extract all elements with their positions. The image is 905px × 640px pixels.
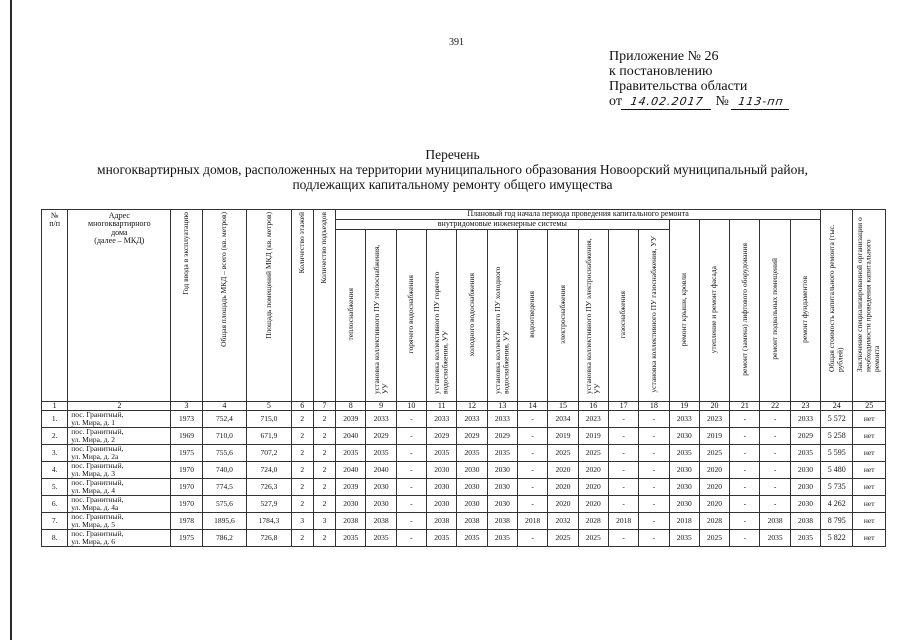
col-number: 25 bbox=[853, 402, 886, 411]
address-line-2: ул. Мира, д. 2 bbox=[71, 435, 116, 445]
table-cell: 2 bbox=[291, 428, 313, 445]
table-row bbox=[42, 496, 886, 513]
table-cell: 2 bbox=[313, 411, 335, 428]
table-cell: 1895,6 bbox=[202, 513, 246, 530]
cost-cell: 5 572 bbox=[821, 411, 853, 428]
conclusion-cell: нет bbox=[853, 496, 886, 513]
title-line-2: многоквартирных домов, расположенных на территории муниципального образования Новоорский муниципальный район, bbox=[97, 162, 808, 177]
conclusion-cell: нет bbox=[853, 445, 886, 462]
row-number: 6. bbox=[42, 496, 68, 513]
table-cell: - bbox=[608, 479, 638, 496]
table-cell: 2034 bbox=[548, 411, 578, 428]
table-cell: 2040 bbox=[336, 428, 366, 445]
table-cell: - bbox=[608, 496, 638, 513]
address-line-2: ул. Мира, д. 6 bbox=[71, 537, 116, 547]
table-cell: 2 bbox=[313, 462, 335, 479]
table-cell: - bbox=[760, 496, 790, 513]
handwritten-number: 113-пп bbox=[731, 94, 791, 110]
table-cell: 726,3 bbox=[247, 479, 291, 496]
address-cell bbox=[68, 530, 171, 547]
table-cell: 2035 bbox=[336, 445, 366, 462]
table-cell: 2029 bbox=[457, 428, 487, 445]
table-cell: 2039 bbox=[336, 411, 366, 428]
address-line-1: пос. Гранитный, bbox=[71, 410, 124, 420]
page-number: 391 bbox=[449, 37, 464, 48]
address-line-1: пос. Гранитный, bbox=[71, 427, 124, 437]
table-cell: 2018 bbox=[608, 513, 638, 530]
col-number: 14 bbox=[517, 402, 547, 411]
row-number: 5. bbox=[42, 479, 68, 496]
table-cell: 2020 bbox=[578, 479, 608, 496]
table-cell: - bbox=[517, 496, 547, 513]
table-cell: 2035 bbox=[336, 530, 366, 547]
address-line-1: пос. Гранитный, bbox=[71, 495, 124, 505]
address-line-2: ул. Мира, д. 4а bbox=[71, 503, 119, 513]
col-number: 6 bbox=[291, 402, 313, 411]
conclusion-cell: нет bbox=[853, 411, 886, 428]
header-entrances: Количество подъездов bbox=[313, 210, 335, 402]
row-number: 2. bbox=[42, 428, 68, 445]
table-cell: - bbox=[639, 479, 669, 496]
col-number: 11 bbox=[427, 402, 457, 411]
conclusion-cell: нет bbox=[853, 530, 886, 547]
address-cell bbox=[68, 411, 171, 428]
cost-cell: 5 822 bbox=[821, 530, 853, 547]
table-cell: 2040 bbox=[336, 462, 366, 479]
table-cell: 2023 bbox=[699, 411, 729, 428]
table-cell: - bbox=[396, 411, 426, 428]
table-cell: - bbox=[639, 428, 669, 445]
table-cell: - bbox=[396, 513, 426, 530]
header-address: Адрес многоквартирного дома (далее – МКД) bbox=[68, 210, 171, 402]
table-cell: - bbox=[639, 445, 669, 462]
address-cell bbox=[68, 513, 171, 530]
col-number: 23 bbox=[790, 402, 820, 411]
conclusion-cell: нет bbox=[853, 428, 886, 445]
col-number: 5 bbox=[247, 402, 291, 411]
table-cell: - bbox=[517, 428, 547, 445]
table-cell: 2038 bbox=[366, 513, 396, 530]
address-cell bbox=[68, 496, 171, 513]
header-sewer: водоотведения bbox=[517, 230, 547, 402]
cost-cell: 5 735 bbox=[821, 479, 853, 496]
table-cell: 2035 bbox=[669, 530, 699, 547]
table-cell: - bbox=[760, 479, 790, 496]
table-cell: - bbox=[730, 411, 760, 428]
table-row bbox=[42, 513, 886, 530]
table-cell: - bbox=[517, 445, 547, 462]
table-cell: 740,0 bbox=[202, 462, 246, 479]
table-cell: - bbox=[396, 530, 426, 547]
table-row bbox=[42, 445, 886, 462]
table-cell: 2020 bbox=[578, 462, 608, 479]
buildings-table bbox=[41, 209, 886, 547]
table-cell: 2038 bbox=[487, 513, 517, 530]
address-line-1: пос. Гранитный, bbox=[71, 512, 124, 522]
table-cell: 2035 bbox=[760, 530, 790, 547]
table-cell: 2025 bbox=[548, 530, 578, 547]
appendix-line-3: Правительства области bbox=[609, 79, 748, 94]
table-cell: 2025 bbox=[699, 445, 729, 462]
address-line-1: пос. Гранитный, bbox=[71, 529, 124, 539]
table-cell: 2032 bbox=[548, 513, 578, 530]
table-cell: 710,0 bbox=[202, 428, 246, 445]
table-cell: 2035 bbox=[427, 445, 457, 462]
table-cell: 2030 bbox=[427, 462, 457, 479]
address-cell bbox=[68, 428, 171, 445]
table-cell: - bbox=[608, 411, 638, 428]
table-cell: 2028 bbox=[578, 513, 608, 530]
table-cell: 2040 bbox=[366, 462, 396, 479]
header-plan-group: Плановый год начала периода проведения капитального ремонта bbox=[336, 210, 821, 220]
table-body bbox=[42, 411, 886, 547]
table-cell: - bbox=[396, 428, 426, 445]
header-premises-area: Площадь помещений МКД (кв. метров) bbox=[247, 210, 291, 402]
table-cell: 724,0 bbox=[247, 462, 291, 479]
address-line-2: ул. Мира, д. 4 bbox=[71, 486, 116, 496]
table-cell: - bbox=[730, 462, 760, 479]
col-number: 1 bbox=[42, 402, 68, 411]
table-cell: - bbox=[396, 462, 426, 479]
table-cell: 2030 bbox=[487, 462, 517, 479]
header-heat-meter: установка коллективного ПУ теплоснабжения, УУ bbox=[366, 230, 396, 402]
table-cell: 2020 bbox=[699, 479, 729, 496]
table-cell: 2 bbox=[313, 445, 335, 462]
appendix-block bbox=[609, 49, 790, 110]
table-cell: 2033 bbox=[790, 411, 820, 428]
col-number: 16 bbox=[578, 402, 608, 411]
header-num: № п/п bbox=[42, 210, 68, 402]
header-systems-group: внутридомовые инженерные системы bbox=[336, 220, 669, 230]
table-cell: - bbox=[760, 411, 790, 428]
table-row bbox=[42, 428, 886, 445]
table-cell: 2035 bbox=[487, 445, 517, 462]
col-number: 12 bbox=[457, 402, 487, 411]
header-foundation: ремонт фундаментов bbox=[790, 220, 820, 402]
address-line-2: ул. Мира, д. 1 bbox=[71, 418, 116, 428]
col-number: 9 bbox=[366, 402, 396, 411]
table-cell: 2033 bbox=[427, 411, 457, 428]
table-cell: - bbox=[639, 462, 669, 479]
table-cell: 2030 bbox=[669, 462, 699, 479]
header-year: Год ввода в эксплуатацию bbox=[171, 210, 202, 402]
table-cell: 2038 bbox=[336, 513, 366, 530]
table-cell: 2033 bbox=[669, 411, 699, 428]
col-number: 8 bbox=[336, 402, 366, 411]
header-total-area: Общая площадь МКД – всего (кв. метров) bbox=[202, 210, 246, 402]
table-cell: 2018 bbox=[517, 513, 547, 530]
table-cell: - bbox=[396, 479, 426, 496]
header-hot-water-meter: установка коллективного ПУ горячего водоснабжения, УУ bbox=[427, 230, 457, 402]
table-cell: 1784,3 bbox=[247, 513, 291, 530]
table-cell: - bbox=[639, 530, 669, 547]
table-cell: 2039 bbox=[336, 479, 366, 496]
table-cell: 2025 bbox=[699, 530, 729, 547]
table-cell: 527,9 bbox=[247, 496, 291, 513]
appendix-date-line bbox=[609, 94, 790, 110]
table-row bbox=[42, 411, 886, 428]
cost-cell: 5 480 bbox=[821, 462, 853, 479]
table-cell: - bbox=[396, 445, 426, 462]
table-cell: 2035 bbox=[457, 530, 487, 547]
table-cell: 2029 bbox=[366, 428, 396, 445]
table-cell: 2033 bbox=[487, 411, 517, 428]
address-line-2: ул. Мира, д. 2а bbox=[71, 452, 119, 462]
table-cell: - bbox=[730, 428, 760, 445]
table-cell: 2030 bbox=[457, 496, 487, 513]
table-cell: 2038 bbox=[427, 513, 457, 530]
table-cell: 2025 bbox=[578, 445, 608, 462]
table-cell: 726,8 bbox=[247, 530, 291, 547]
header-electric: электроснабжения bbox=[548, 230, 578, 402]
table-cell: 2035 bbox=[790, 445, 820, 462]
table-cell: - bbox=[608, 428, 638, 445]
title-line-1: Перечень bbox=[425, 147, 480, 162]
table-cell: 2030 bbox=[487, 479, 517, 496]
table-cell: 2020 bbox=[699, 462, 729, 479]
col-number: 21 bbox=[730, 402, 760, 411]
column-numbers-row bbox=[42, 402, 886, 411]
col-number: 4 bbox=[202, 402, 246, 411]
table-cell: - bbox=[730, 479, 760, 496]
cost-cell: 8 795 bbox=[821, 513, 853, 530]
table-cell: 2035 bbox=[366, 445, 396, 462]
date-prefix: от bbox=[609, 94, 622, 109]
table-cell: 2030 bbox=[366, 496, 396, 513]
table-cell: 774,5 bbox=[202, 479, 246, 496]
table-cell: 2030 bbox=[366, 479, 396, 496]
header-cost: Общая стоимость капитального ремонта (тыс. рублей) bbox=[821, 210, 853, 402]
table-cell: 2020 bbox=[699, 496, 729, 513]
header-cold-water-meter: установка коллективного ПУ холодного водоснабжения, УУ bbox=[487, 230, 517, 402]
table-cell: 2030 bbox=[487, 496, 517, 513]
header-gas-meter: установка коллективного ПУ газоснабжения, УУ bbox=[639, 230, 669, 402]
table-cell: 2033 bbox=[366, 411, 396, 428]
table-cell: - bbox=[639, 496, 669, 513]
header-hot-water: горячего водоснабжения bbox=[396, 230, 426, 402]
table-cell: 1975 bbox=[171, 530, 202, 547]
conclusion-cell: нет bbox=[853, 462, 886, 479]
address-cell bbox=[68, 479, 171, 496]
table-cell: - bbox=[639, 411, 669, 428]
table-cell: 2035 bbox=[457, 445, 487, 462]
table-cell: - bbox=[517, 411, 547, 428]
header-gas: газоснабжения bbox=[608, 230, 638, 402]
row-number: 1. bbox=[42, 411, 68, 428]
table-cell: 2035 bbox=[427, 530, 457, 547]
header-heat: теплоснабжения bbox=[336, 230, 366, 402]
col-number: 10 bbox=[396, 402, 426, 411]
table-cell: 2023 bbox=[578, 411, 608, 428]
table-cell: - bbox=[730, 530, 760, 547]
header-electric-meter: установка коллективного ПУ электроснабжения, УУ bbox=[578, 230, 608, 402]
table-cell: - bbox=[517, 530, 547, 547]
table-cell: 2 bbox=[291, 411, 313, 428]
col-number: 22 bbox=[760, 402, 790, 411]
table-cell: 2035 bbox=[487, 530, 517, 547]
header-cold-water: холодного водоснабжения bbox=[457, 230, 487, 402]
table-cell: 2035 bbox=[669, 445, 699, 462]
col-number: 13 bbox=[487, 402, 517, 411]
row-number: 4. bbox=[42, 462, 68, 479]
table-cell: - bbox=[396, 496, 426, 513]
table-cell: 2030 bbox=[669, 479, 699, 496]
table-cell: 3 bbox=[291, 513, 313, 530]
table-cell: 671,9 bbox=[247, 428, 291, 445]
table-cell: 2025 bbox=[578, 530, 608, 547]
conclusion-cell: нет bbox=[853, 513, 886, 530]
cost-cell: 5 258 bbox=[821, 428, 853, 445]
table-cell: 1978 bbox=[171, 513, 202, 530]
table-cell: 2 bbox=[291, 496, 313, 513]
table-row bbox=[42, 479, 886, 496]
table-cell: 1970 bbox=[171, 496, 202, 513]
table-cell: 707,2 bbox=[247, 445, 291, 462]
table-cell: 2030 bbox=[790, 462, 820, 479]
table-cell: - bbox=[730, 445, 760, 462]
col-number: 18 bbox=[639, 402, 669, 411]
table-cell: 2035 bbox=[790, 530, 820, 547]
address-cell bbox=[68, 462, 171, 479]
table-cell: 2030 bbox=[790, 496, 820, 513]
table-cell: - bbox=[760, 428, 790, 445]
title-line-3: подлежащих капитальному ремонту общего имущества bbox=[292, 177, 613, 192]
table-cell: - bbox=[730, 496, 760, 513]
table-cell: 1970 bbox=[171, 462, 202, 479]
col-number: 20 bbox=[699, 402, 729, 411]
table-cell: 3 bbox=[313, 513, 335, 530]
address-line-2: ул. Мира, д. 5 bbox=[71, 520, 116, 530]
address-line-1: пос. Гранитный, bbox=[71, 444, 124, 454]
table-cell: 1973 bbox=[171, 411, 202, 428]
col-number: 7 bbox=[313, 402, 335, 411]
table-cell: 2029 bbox=[427, 428, 457, 445]
table-cell: 2020 bbox=[548, 479, 578, 496]
col-number: 3 bbox=[171, 402, 202, 411]
table-cell: 2030 bbox=[457, 479, 487, 496]
table-cell: 2030 bbox=[669, 428, 699, 445]
table-cell: - bbox=[517, 462, 547, 479]
table-cell: 2038 bbox=[457, 513, 487, 530]
table-cell: - bbox=[730, 513, 760, 530]
scan-edge-line bbox=[10, 0, 12, 640]
table-cell: 2019 bbox=[548, 428, 578, 445]
header-roof: ремонт крыши, кровли bbox=[669, 220, 699, 402]
col-number: 24 bbox=[821, 402, 853, 411]
table-cell: 752,4 bbox=[202, 411, 246, 428]
table-cell: - bbox=[608, 462, 638, 479]
table-cell: 2038 bbox=[760, 513, 790, 530]
header-basement: ремонт подвальных помещений bbox=[760, 220, 790, 402]
table-cell: 2018 bbox=[669, 513, 699, 530]
table-cell: 2030 bbox=[427, 496, 457, 513]
table-cell: 2033 bbox=[457, 411, 487, 428]
table-cell: - bbox=[517, 479, 547, 496]
col-number: 17 bbox=[608, 402, 638, 411]
table-cell: 1970 bbox=[171, 479, 202, 496]
table-cell: 2 bbox=[291, 479, 313, 496]
row-number: 8. bbox=[42, 530, 68, 547]
table-cell: 786,2 bbox=[202, 530, 246, 547]
row-number: 7. bbox=[42, 513, 68, 530]
conclusion-cell: нет bbox=[853, 479, 886, 496]
table-cell: 2020 bbox=[548, 496, 578, 513]
table-cell: 2035 bbox=[366, 530, 396, 547]
col-number: 19 bbox=[669, 402, 699, 411]
cost-cell: 5 595 bbox=[821, 445, 853, 462]
appendix-title: Приложение № 26 bbox=[609, 49, 719, 64]
table-cell: 2028 bbox=[699, 513, 729, 530]
table-cell: 2019 bbox=[578, 428, 608, 445]
cost-cell: 4 262 bbox=[821, 496, 853, 513]
table-cell: 2 bbox=[291, 462, 313, 479]
table-cell: 2030 bbox=[427, 479, 457, 496]
col-number: 15 bbox=[548, 402, 578, 411]
table-cell: 2030 bbox=[790, 479, 820, 496]
table-row bbox=[42, 462, 886, 479]
table-cell: 715,0 bbox=[247, 411, 291, 428]
appendix-line-2: к постановлению bbox=[609, 64, 713, 79]
address-line-1: пос. Гранитный, bbox=[71, 461, 124, 471]
table-cell: 2020 bbox=[578, 496, 608, 513]
table-cell: 2025 bbox=[548, 445, 578, 462]
row-number: 3. bbox=[42, 445, 68, 462]
header-lift: ремонт (замена) лифтового оборудования bbox=[730, 220, 760, 402]
table-cell: 2030 bbox=[457, 462, 487, 479]
header-facade: утепление и ремонт фасада bbox=[699, 220, 729, 402]
table-cell: 2 bbox=[313, 496, 335, 513]
address-cell bbox=[68, 445, 171, 462]
document-title bbox=[0, 147, 905, 192]
table-cell: 2029 bbox=[487, 428, 517, 445]
table-cell: - bbox=[608, 445, 638, 462]
table-cell: 2029 bbox=[790, 428, 820, 445]
table-cell: 2 bbox=[313, 479, 335, 496]
table-cell: 2 bbox=[291, 445, 313, 462]
table-cell: 2038 bbox=[790, 513, 820, 530]
table-cell: 1975 bbox=[171, 445, 202, 462]
header-floors: Количество этажей bbox=[291, 210, 313, 402]
table-cell: 755,6 bbox=[202, 445, 246, 462]
table-cell: 1969 bbox=[171, 428, 202, 445]
table-cell: 575,6 bbox=[202, 496, 246, 513]
address-line-1: пос. Гранитный, bbox=[71, 478, 124, 488]
header-conclusion: Заключение специализированной организации о необходимости проведения капитального ремонта bbox=[853, 210, 886, 402]
table-cell: 2019 bbox=[699, 428, 729, 445]
table-cell: - bbox=[608, 530, 638, 547]
table-cell: 2 bbox=[313, 428, 335, 445]
table-cell: 2030 bbox=[336, 496, 366, 513]
col-number: 2 bbox=[68, 402, 171, 411]
number-prefix: № bbox=[715, 94, 729, 109]
table-cell: 2 bbox=[291, 530, 313, 547]
table-row bbox=[42, 530, 886, 547]
table-cell: - bbox=[760, 462, 790, 479]
handwritten-date: 14.02.2017 bbox=[621, 94, 713, 110]
table-cell: 2030 bbox=[669, 496, 699, 513]
table-cell: - bbox=[639, 513, 669, 530]
table-cell: 2 bbox=[313, 530, 335, 547]
table-cell: - bbox=[760, 445, 790, 462]
table-cell: 2020 bbox=[548, 462, 578, 479]
address-line-2: ул. Мира, д. 3 bbox=[71, 469, 116, 479]
